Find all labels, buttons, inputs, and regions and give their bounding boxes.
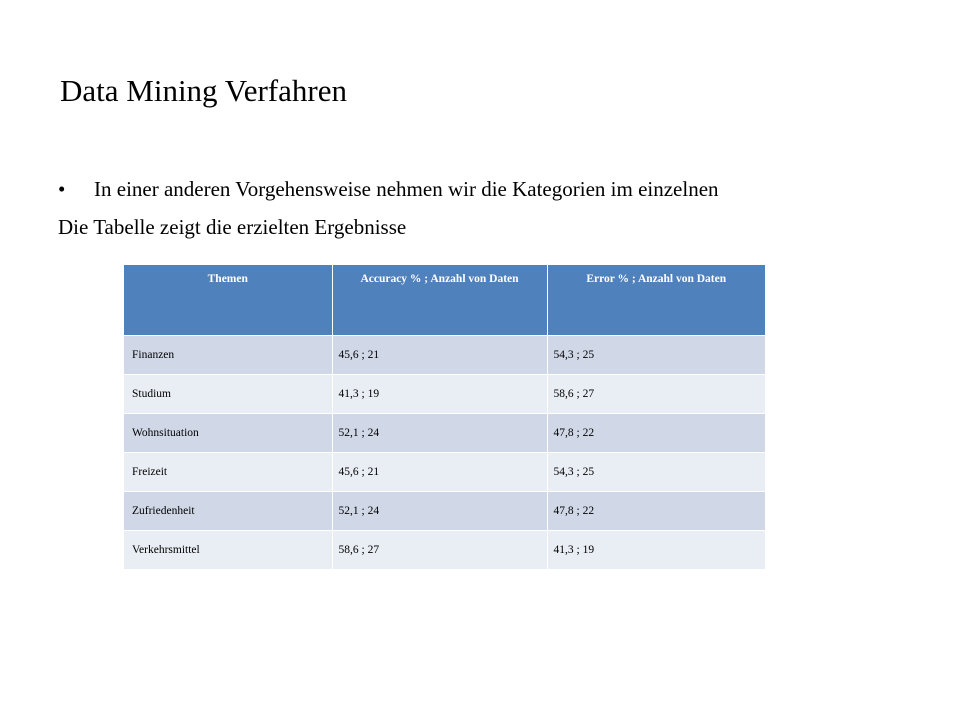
results-table	[124, 265, 765, 569]
header-themen: Themen	[124, 265, 332, 336]
cell-topic: Zufriedenheit	[124, 492, 332, 531]
cell-topic: Verkehrsmittel	[124, 531, 332, 570]
cell-error: 41,3 ; 19	[547, 531, 765, 570]
cell-error: 47,8 ; 22	[547, 414, 765, 453]
bullet-item	[58, 175, 719, 203]
cell-accuracy: 52,1 ; 24	[332, 414, 547, 453]
header-error: Error % ; Anzahl von Daten	[547, 265, 765, 336]
header-accuracy: Accuracy % ; Anzahl von Daten	[332, 265, 547, 336]
table-row	[124, 336, 765, 375]
cell-topic: Wohnsituation	[124, 414, 332, 453]
table-row	[124, 375, 765, 414]
cell-error: 54,3 ; 25	[547, 336, 765, 375]
bullet-text: In einer anderen Vorgehensweise nehmen wir die Kategorien im einzelnen	[94, 177, 719, 201]
cell-accuracy: 52,1 ; 24	[332, 492, 547, 531]
cell-error: 54,3 ; 25	[547, 453, 765, 492]
cell-topic: Studium	[124, 375, 332, 414]
cell-error: 58,6 ; 27	[547, 375, 765, 414]
cell-accuracy: 45,6 ; 21	[332, 336, 547, 375]
cell-topic: Freizeit	[124, 453, 332, 492]
bullet-icon: •	[58, 177, 66, 201]
cell-accuracy: 41,3 ; 19	[332, 375, 547, 414]
cell-topic: Finanzen	[124, 336, 332, 375]
slide-title: Data Mining Verfahren	[60, 73, 347, 108]
table-header-row	[124, 265, 765, 336]
table-row	[124, 453, 765, 492]
cell-error: 47,8 ; 22	[547, 492, 765, 531]
table-row	[124, 531, 765, 570]
table-row	[124, 492, 765, 531]
table-row	[124, 414, 765, 453]
body-text: Die Tabelle zeigt die erzielten Ergebnisse	[58, 215, 407, 239]
cell-accuracy: 58,6 ; 27	[332, 531, 547, 570]
cell-accuracy: 45,6 ; 21	[332, 453, 547, 492]
